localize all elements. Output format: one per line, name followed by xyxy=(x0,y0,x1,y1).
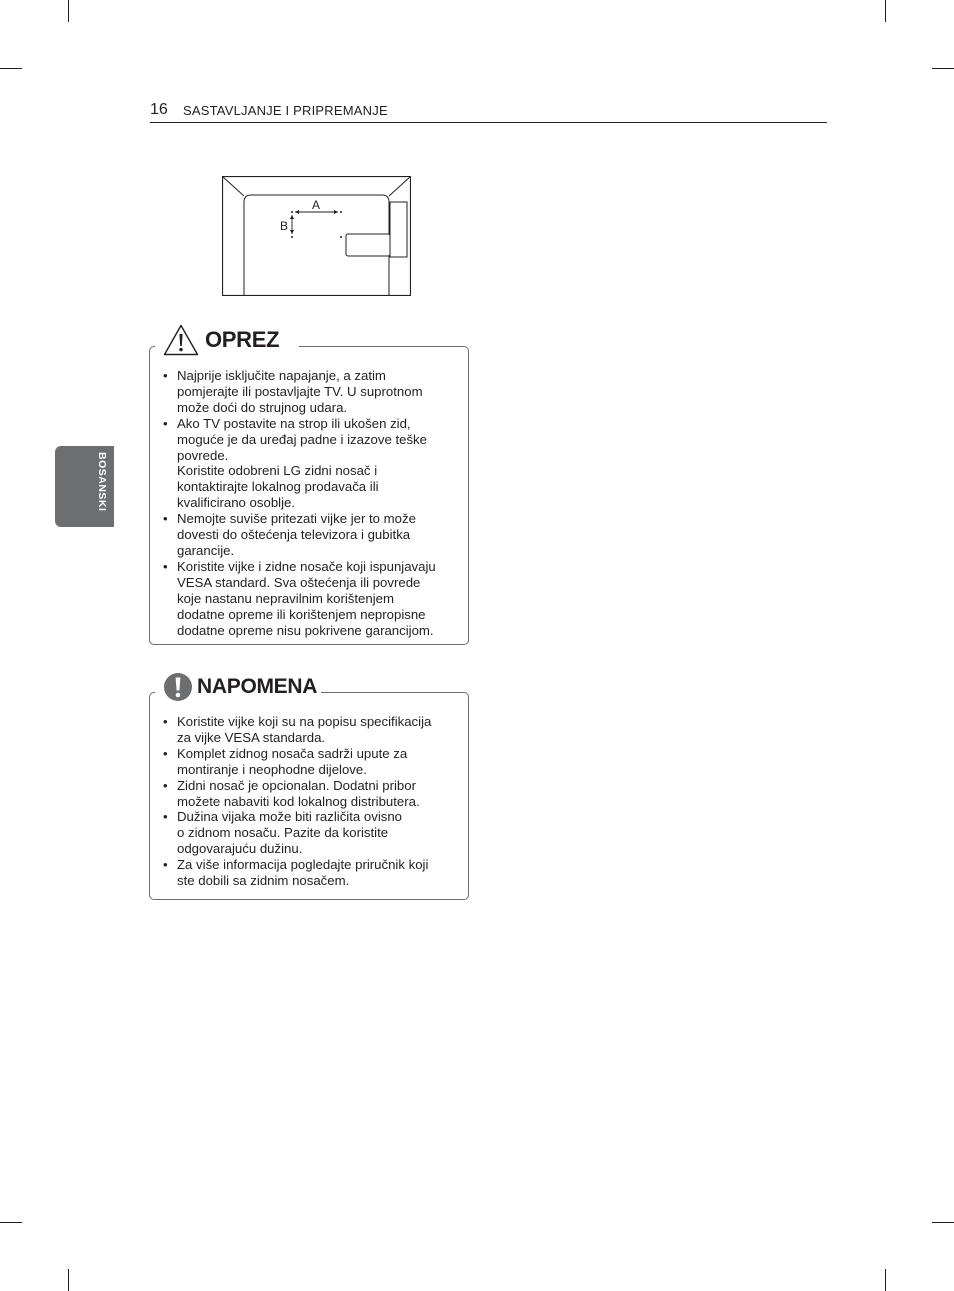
note-list xyxy=(163,714,460,889)
crop-mark xyxy=(885,0,886,22)
crop-mark xyxy=(68,0,69,22)
language-tab xyxy=(55,446,114,527)
list-item: • Dužina vijaka može biti različita ovisno o zidnom nosaču. Pazite da koristite odgovarajuću dužinu. xyxy=(163,809,460,857)
crop-mark xyxy=(932,68,954,69)
tv-wall-mount-diagram xyxy=(222,176,411,296)
list-item: • Nemojte suviše pritezati vijke jer to može dovesti do oštećenja televizora i gubitka garancije. xyxy=(163,511,460,559)
page-number: 16 xyxy=(150,101,168,118)
language-tab-label: BOSANSKI xyxy=(96,452,108,512)
note-box xyxy=(149,675,469,900)
caution-header xyxy=(155,323,299,357)
note-header xyxy=(155,672,321,702)
crop-mark xyxy=(932,1222,954,1223)
list-item: • Najprije isključite napajanje, a zatim pomjerajte ili postavljajte TV. U suprotnom može doći do strujnog udara. xyxy=(163,368,460,416)
crop-mark xyxy=(0,1222,22,1223)
crop-mark xyxy=(68,1269,69,1291)
warning-triangle-icon xyxy=(163,324,199,356)
exclamation-circle-icon xyxy=(163,672,193,702)
crop-mark xyxy=(885,1269,886,1291)
caution-list xyxy=(163,368,460,638)
diagram-label-a: A xyxy=(312,198,321,212)
list-item: • Za više informacija pogledajte priručnik koji ste dobili sa zidnim nosačem. xyxy=(163,857,460,889)
list-item: • Komplet zidnog nosača sadrži upute za montiranje i neophodne dijelove. xyxy=(163,746,460,778)
list-item: • Ako TV postavite na strop ili ukošen zid, moguće je da uređaj padne i izazove teške povrede. Koristite odobreni LG zidni nosač i kontaktirajte lokalnog prodavača ili kvalificirano osoblje. xyxy=(163,416,460,511)
list-item: • Koristite vijke koji su na popisu specifikacija za vijke VESA standarda. xyxy=(163,714,460,746)
diagram-label-b: B xyxy=(280,219,289,233)
caution-title: OPREZ xyxy=(205,327,280,352)
section-title: SASTAVLJANJE I PRIPREMANJE xyxy=(183,103,388,118)
caution-box xyxy=(149,327,469,645)
page-header xyxy=(150,101,827,123)
list-item: • Koristite vijke i zidne nosače koji ispunjavaju VESA standard. Sva oštećenja ili povrede koje nastanu nepravilnim korištenjem dodatne opreme ili korištenjem nepropisne dodatne opreme nisu pokrivene garancijom. xyxy=(163,559,460,639)
note-title: NAPOMENA xyxy=(197,675,318,698)
list-item: • Zidni nosač je opcionalan. Dodatni pribor možete nabaviti kod lokalnog distributera. xyxy=(163,778,460,810)
crop-mark xyxy=(0,68,22,69)
